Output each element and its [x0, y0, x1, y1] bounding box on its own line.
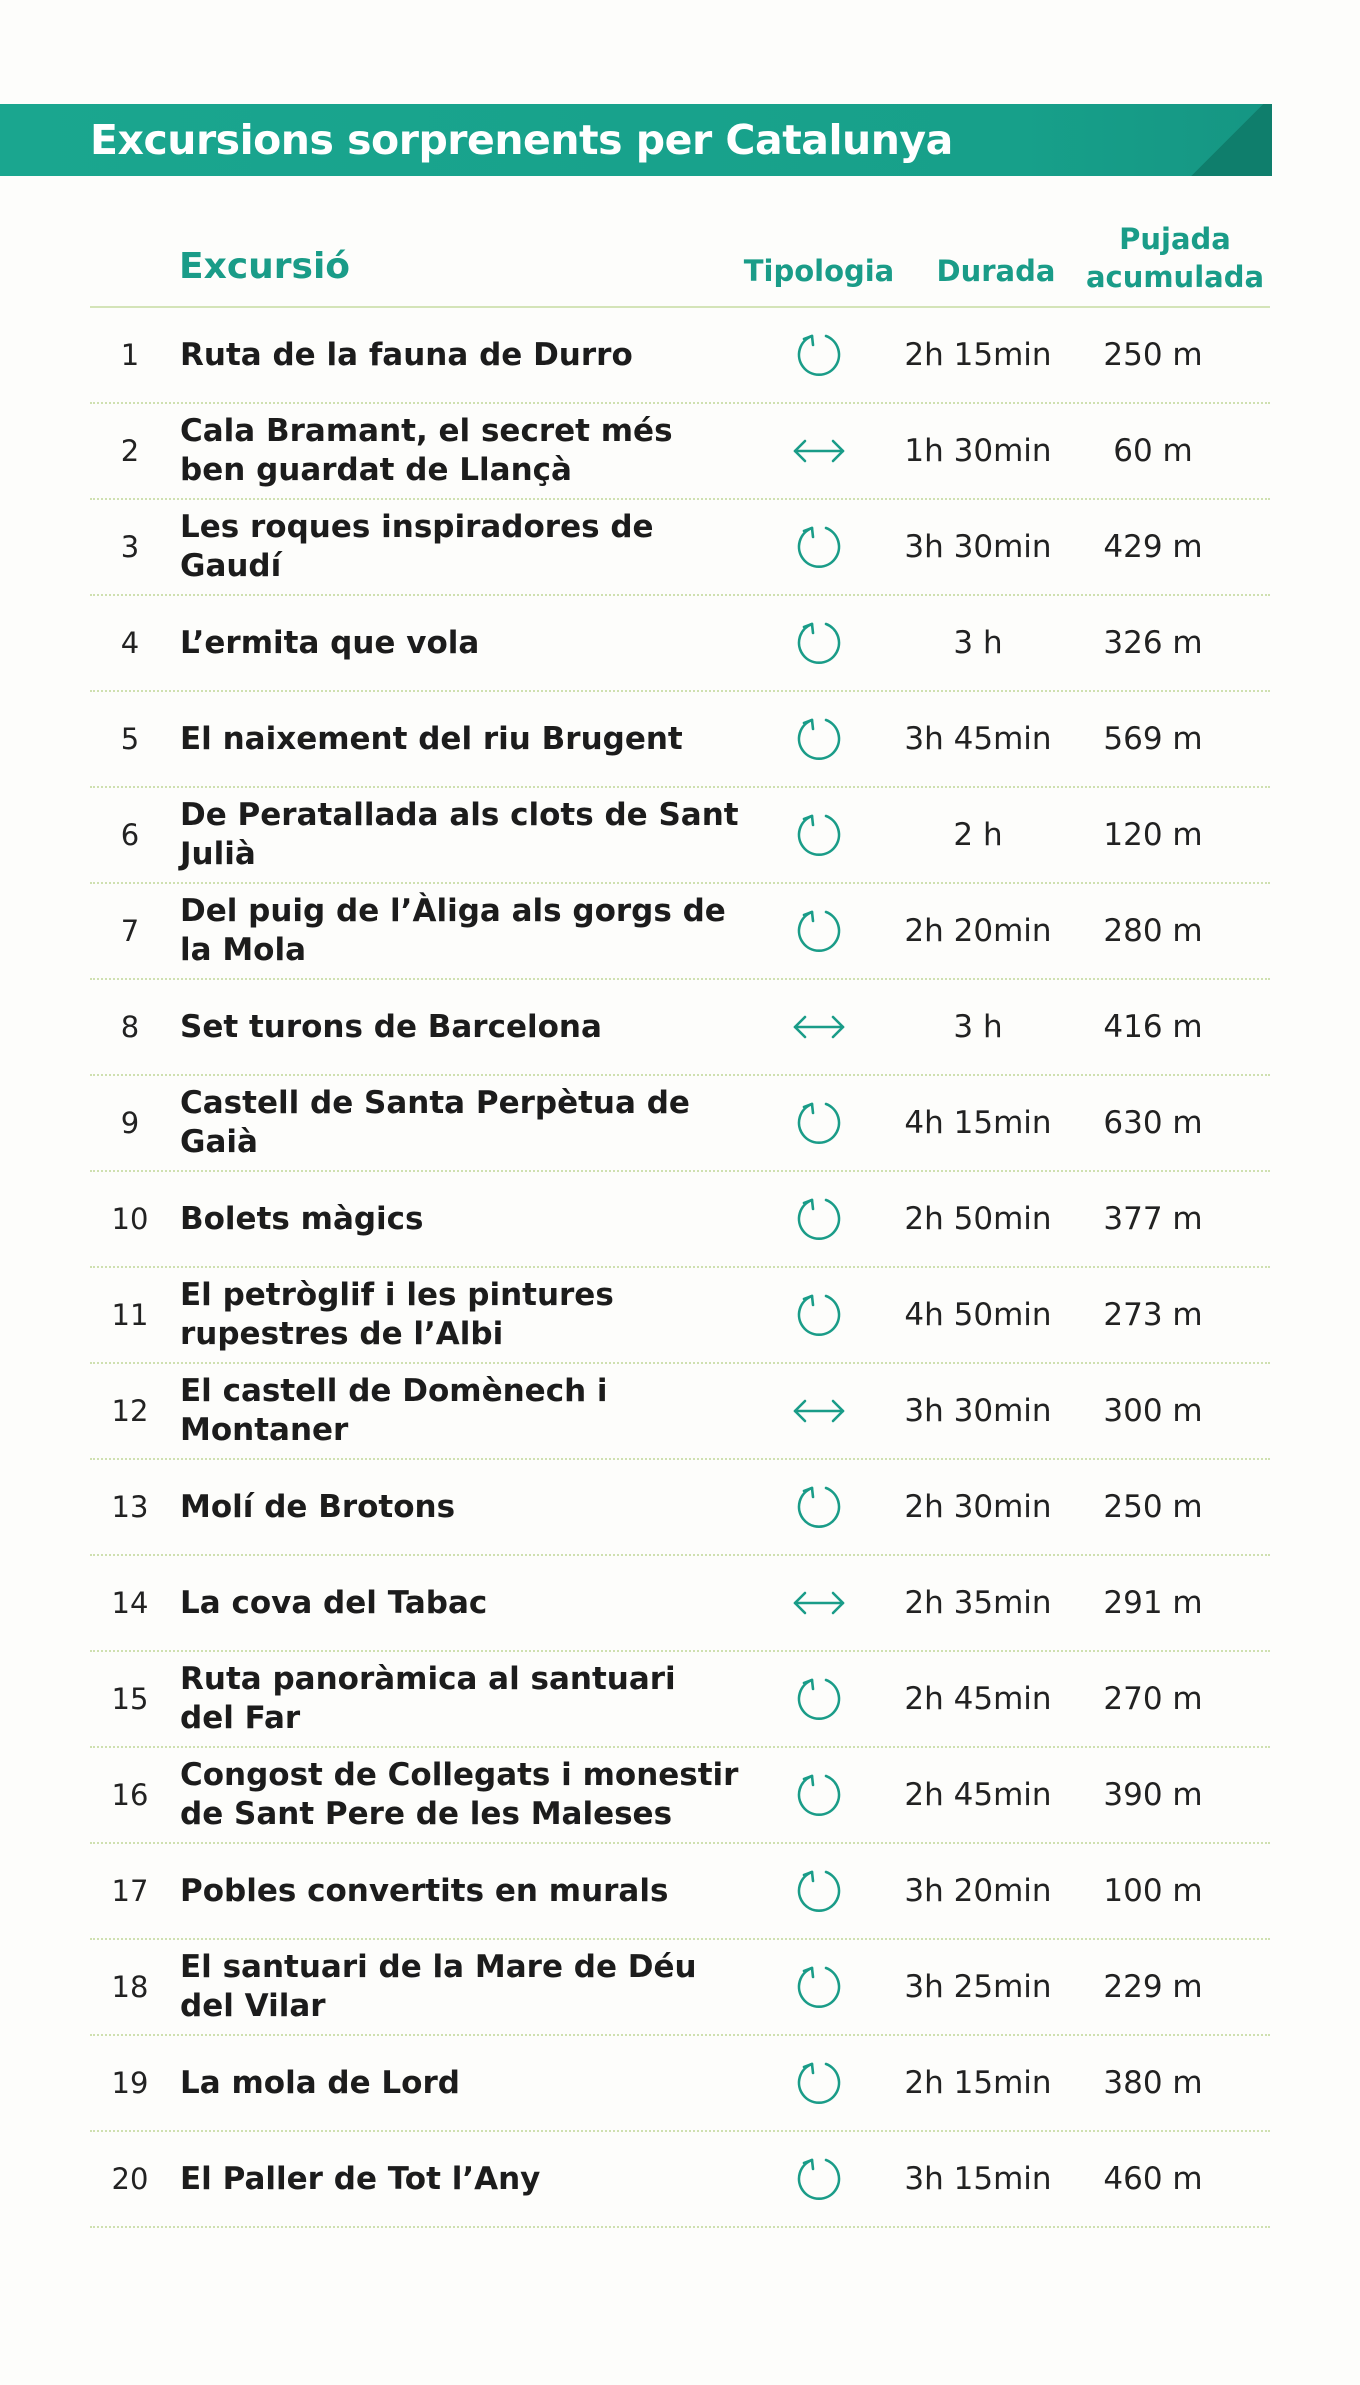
duration: 2h 50min [904, 1201, 1052, 1237]
ascent: 291 m [1103, 1585, 1203, 1621]
circular-icon [740, 1769, 898, 1821]
duration: 2h 15min [904, 337, 1052, 373]
excursion-name: L’ermita que vola [180, 624, 480, 661]
ascent: 250 m [1103, 1489, 1203, 1525]
table-row [90, 1652, 1270, 1748]
ascent: 569 m [1103, 721, 1203, 757]
row-number: 4 [120, 626, 140, 660]
row-number: 2 [120, 434, 140, 468]
round-trip-icon [740, 1007, 898, 1047]
ascent: 377 m [1103, 1201, 1203, 1237]
row-number: 14 [111, 1586, 149, 1620]
excursion-name: Congost de Collegats i monestir de Sant Pere de les Maleses [180, 1757, 739, 1832]
ascent: 460 m [1103, 2161, 1203, 2197]
duration: 1h 30min [904, 433, 1052, 469]
ascent: 390 m [1103, 1777, 1203, 1813]
table-row [90, 1076, 1270, 1172]
table-row [90, 500, 1270, 596]
column-header-tipologia: Tipologia [743, 254, 895, 288]
ascent: 250 m [1103, 337, 1203, 373]
row-number: 8 [120, 1010, 140, 1044]
column-header-durada: Durada [936, 254, 1056, 288]
circular-icon [740, 2153, 898, 2205]
circular-icon [740, 1289, 898, 1341]
column-header-excursio: Excursió [179, 246, 351, 287]
excursion-name: El petròglif i les pintures rupestres de l’Albi [180, 1277, 614, 1352]
excursion-name: Ruta de la fauna de Durro [180, 336, 633, 373]
ascent: 429 m [1103, 529, 1203, 565]
ascent: 120 m [1103, 817, 1203, 853]
excursion-name: La cova del Tabac [180, 1584, 488, 1621]
ascent: 273 m [1103, 1297, 1203, 1333]
table-row [90, 884, 1270, 980]
round-trip-icon [740, 431, 898, 471]
circular-icon [740, 1193, 898, 1245]
table-row [90, 404, 1270, 500]
table-row [90, 2036, 1270, 2132]
column-header-pujada-line2: acumulada [1085, 260, 1265, 294]
ascent: 326 m [1103, 625, 1203, 661]
circular-icon [740, 521, 898, 573]
column-header-pujada-line1: Pujada [1119, 222, 1231, 256]
duration: 3 h [953, 625, 1003, 661]
excursion-name: El naixement del riu Brugent [180, 720, 683, 757]
row-number: 12 [111, 1394, 149, 1428]
duration: 3h 30min [904, 529, 1052, 565]
excursions-table [90, 308, 1270, 2228]
duration: 2h 35min [904, 1585, 1052, 1621]
excursion-name: Castell de Santa Perpètua de Gaià [180, 1085, 690, 1160]
excursion-name: Cala Bramant, el secret més ben guardat de Llançà [180, 413, 673, 488]
ascent: 280 m [1103, 913, 1203, 949]
circular-icon [740, 905, 898, 957]
duration: 2h 45min [904, 1777, 1052, 1813]
ascent: 300 m [1103, 1393, 1203, 1429]
circular-icon [740, 617, 898, 669]
excursion-name: De Peratallada als clots de Sant Julià [180, 797, 739, 872]
duration: 3h 15min [904, 2161, 1052, 2197]
table-row [90, 692, 1270, 788]
row-number: 3 [120, 530, 140, 564]
table-row [90, 980, 1270, 1076]
table-row [90, 596, 1270, 692]
circular-icon [740, 1097, 898, 1149]
round-trip-icon [740, 1583, 898, 1623]
ascent: 380 m [1103, 2065, 1203, 2101]
column-header-pujada [1080, 220, 1270, 296]
excursion-name: Molí de Brotons [180, 1488, 456, 1525]
row-number: 11 [111, 1298, 149, 1332]
row-number: 6 [120, 818, 140, 852]
row-number: 20 [111, 2162, 149, 2196]
excursion-name: El Paller de Tot l’Any [180, 2160, 541, 2197]
duration: 2h 15min [904, 2065, 1052, 2101]
duration: 2h 45min [904, 1681, 1052, 1717]
excursion-name: El santuari de la Mare de Déu del Vilar [180, 1949, 697, 2024]
ascent: 229 m [1103, 1969, 1203, 2005]
ascent: 60 m [1113, 433, 1193, 469]
ascent: 630 m [1103, 1105, 1203, 1141]
duration: 2h 30min [904, 1489, 1052, 1525]
ascent: 270 m [1103, 1681, 1203, 1717]
table-row [90, 1364, 1270, 1460]
table-row [90, 2132, 1270, 2228]
table-row [90, 1556, 1270, 1652]
excursion-name: Bolets màgics [180, 1200, 424, 1237]
page-title: Excursions sorprenents per Catalunya [90, 116, 953, 164]
excursion-name: Ruta panoràmica al santuari del Far [180, 1661, 676, 1736]
table-row [90, 1268, 1270, 1364]
circular-icon [740, 329, 898, 381]
row-number: 16 [111, 1778, 149, 1812]
row-number: 10 [111, 1202, 149, 1236]
circular-icon [740, 1865, 898, 1917]
table-row [90, 1748, 1270, 1844]
table-row [90, 1460, 1270, 1556]
row-number: 18 [111, 1970, 149, 2004]
duration: 3h 20min [904, 1873, 1052, 1909]
row-number: 1 [120, 338, 140, 372]
duration: 3h 25min [904, 1969, 1052, 2005]
table-row [90, 788, 1270, 884]
row-number: 5 [120, 722, 140, 756]
row-number: 17 [111, 1874, 149, 1908]
excursion-name: La mola de Lord [180, 2064, 460, 2101]
excursion-name: Pobles convertits en murals [180, 1872, 669, 1909]
excursion-name: Del puig de l’Àliga als gorgs de la Mola [180, 893, 726, 968]
table-row [90, 1844, 1270, 1940]
duration: 3h 45min [904, 721, 1052, 757]
row-number: 19 [111, 2066, 149, 2100]
ascent: 100 m [1103, 1873, 1203, 1909]
round-trip-icon [740, 1391, 898, 1431]
excursion-name: El castell de Domènech i Montaner [180, 1373, 608, 1448]
row-number: 13 [111, 1490, 149, 1524]
duration: 2h 20min [904, 913, 1052, 949]
duration: 4h 15min [904, 1105, 1052, 1141]
duration: 2 h [953, 817, 1003, 853]
circular-icon [740, 713, 898, 765]
circular-icon [740, 1961, 898, 2013]
circular-icon [740, 1673, 898, 1725]
row-number: 7 [120, 914, 140, 948]
excursion-name: Les roques inspiradores de Gaudí [180, 509, 654, 584]
duration: 3 h [953, 1009, 1003, 1045]
duration: 4h 50min [904, 1297, 1052, 1333]
table-row [90, 1172, 1270, 1268]
table-row [90, 308, 1270, 404]
circular-icon [740, 2057, 898, 2109]
circular-icon [740, 809, 898, 861]
row-number: 9 [120, 1106, 140, 1140]
ascent: 416 m [1103, 1009, 1203, 1045]
excursion-name: Set turons de Barcelona [180, 1008, 602, 1045]
table-row [90, 1940, 1270, 2036]
row-number: 15 [111, 1682, 149, 1716]
circular-icon [740, 1481, 898, 1533]
title-banner [0, 104, 1272, 176]
duration: 3h 30min [904, 1393, 1052, 1429]
banner-corner [1182, 104, 1272, 176]
